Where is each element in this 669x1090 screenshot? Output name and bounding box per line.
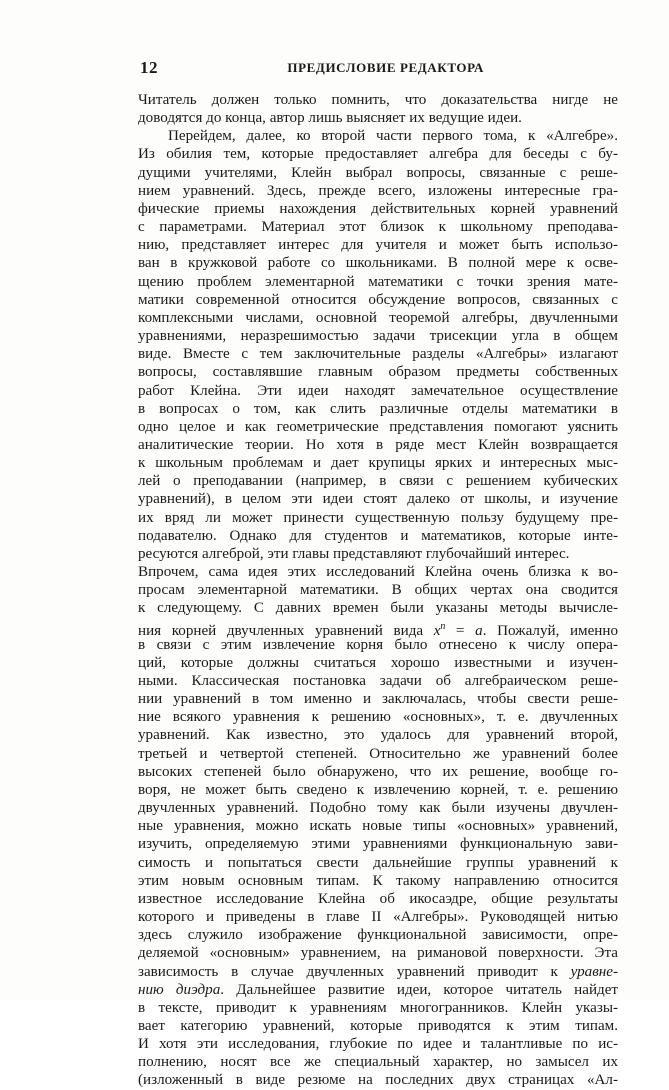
text-fragment: . Пожалуй, именно [482, 622, 618, 639]
text-fragment: нию диэдра [138, 981, 221, 998]
text-line: лей о преподавании (например, в связи с решением кубических [138, 473, 618, 490]
text-line: ными. Классическая постановка задачи об алгебраическом реше- [138, 673, 618, 689]
text-line: уравнений), в целом эти идеи стоят далеко от школы, и изучение [138, 491, 618, 508]
body-text [138, 91, 618, 1090]
text-line: фические приемы нахождения действительных корней уравнений [138, 200, 618, 217]
text-line: Впрочем, сама идея этих исследований Клейна очень близка к во- [138, 564, 618, 581]
text-line: в связи с этим извлечение корня было отнесено к числу опера- [138, 636, 618, 653]
text-line: просам элементарной математики. В общих чертах она сводится [138, 582, 618, 599]
page-number: 12 [140, 58, 158, 77]
text-fragment: = [445, 622, 476, 639]
text-line: к следующему. С давних времен были указаны методы вычисле- [138, 600, 618, 617]
text-line: матики современной относится обсуждение вопросов, связанных с [138, 291, 618, 308]
text-line: виде. Вместе с тем заключительные разделы «Алгебры» излагают [138, 346, 618, 363]
text-line: дущими учителями, Клейн выбрал вопросы, связанные с реше- [138, 164, 618, 181]
text-fragment: уравне- [570, 963, 618, 980]
text-fragment: . Дальнейшее развитие идеи, которое читатель найдет [220, 981, 618, 998]
text-line: уравнениями, неразрешимостью задачи трисекции угла в общем [138, 328, 618, 345]
text-line: здесь служило изображение функциональной зависимости, опре- [138, 927, 618, 944]
text-line: работ Клейна. Эти идеи находят замечательное осуществление [138, 382, 618, 399]
text-line: их вряд ли может принести существенную пользу будущему пре- [138, 509, 618, 526]
text-fragment: ния корней двучленных уравнений вида [138, 622, 434, 639]
text-fragment: a [475, 622, 483, 639]
text-line: Из обилия тем, которые предоставляет алгебра для беседы с бу- [138, 146, 618, 163]
text-line: вопросы, составлявшие главным образом предметы собственных [138, 364, 618, 381]
text-line: нием уравнений. Здесь, прежде всего, изложены интересные гра- [138, 182, 618, 199]
text-line: Перейдем, далее, ко второй части первого тома, к «Алгебре». [168, 128, 618, 145]
text-line: (изложенный в виде резюме на последних двух страницах «Ал- [138, 1072, 618, 1089]
text-line: комплексными числами, основной теоремой алгебры, двучленными [138, 309, 618, 326]
text-line [138, 618, 618, 639]
text-line: ные уравнения, можно искать новые типы «основных» уравнений, [138, 818, 618, 835]
text-line: к школьным проблемам и дает крупицы ярких и интересных мыс- [138, 455, 618, 472]
text-line: воря, не может быть сведено к извлечению корней, т. е. решению [138, 781, 618, 798]
text-line: двучленных уравнений. Подобно тому как были изучены двучлен- [138, 800, 618, 817]
text-line: аналитические теории. Но хотя в ряде мест Клейн возвращается [138, 436, 618, 453]
text-line: одно целое и как геометрические представления помогают уяснить [138, 418, 618, 435]
text-fragment: зависимость в случае двучленных уравнений приводит к [138, 963, 571, 980]
text-line: в тексте, приводит к уравнениям многогранников. Клейн указы- [138, 999, 618, 1016]
text-line: известное исследование Клейна об икосаэдре, общие результаты [138, 890, 618, 907]
text-line: ций, которые должны считаться хорошо известными и изучен- [138, 654, 618, 671]
text-line [138, 981, 618, 999]
text-line: с параметрами. Материал этот близок к школьному преподава- [138, 219, 618, 236]
text-line [138, 963, 618, 981]
text-line: нии уравнений в том именно и заключалась, чтобы свести реше- [138, 691, 618, 708]
text-line: деляемой «основным» уравнением, на римановой поверхности. Эта [138, 945, 618, 962]
text-line: ние всякого уравнения к решению «основных», т. е. двучленных [138, 709, 618, 726]
text-line: этим новым основным типам. К такому направлению относится [138, 872, 618, 889]
text-line: ресуются алгеброй, эти главы представляют глубочайший интерес. [138, 545, 570, 562]
running-title: ПРЕДИСЛОВИЕ РЕДАКТОРА [287, 60, 484, 75]
text-line: которого и приведены в главе II «Алгебры». Руководящей нитью [138, 909, 618, 926]
text-line: вает категорию уравнений, которые приводятся к этим типам. [138, 1017, 618, 1034]
text-line: ван в кружковой работе со школьниками. В полной мере к осве- [138, 255, 618, 272]
text-line: симость и попытаться свести дальнейшие группы уравнений к [138, 854, 618, 871]
text-line: третьей и четвертой степеней. Относительно же уравнений более [138, 745, 618, 762]
text-line: И хотя эти исследования, глубокие по идее и талантливые по ис- [138, 1036, 618, 1053]
text-fragment: x [433, 622, 441, 639]
text-line: нию, представляет интерес для учителя и может быть использо- [138, 237, 618, 254]
text-line: Читатель должен только помнить, что доказательства нигде не [138, 92, 618, 108]
text-line: в вопросах о том, как слить различные отделы математики в [138, 400, 618, 417]
page-header [140, 58, 490, 78]
text-line: полнению, носят все же специальный характер, но замысел их [138, 1054, 618, 1071]
text-line: доводятся до конца, автор лишь выясняет их ведущие идеи. [138, 110, 522, 127]
text-line: высоких степеней было обнаружено, что их решение, вообще го- [138, 763, 618, 780]
text-fragment: n [440, 620, 446, 632]
text-line: подавателю. Однако для студентов и математиков, которые инте- [138, 527, 618, 544]
text-line: изучить, определяемую этими уравнениями функциональную зави- [138, 836, 618, 853]
text-line: щению проблем элементарной математики с точки зрения мате- [138, 273, 618, 290]
text-line: уравнений. Как известно, это удалось для уравнений второй, [138, 727, 618, 744]
